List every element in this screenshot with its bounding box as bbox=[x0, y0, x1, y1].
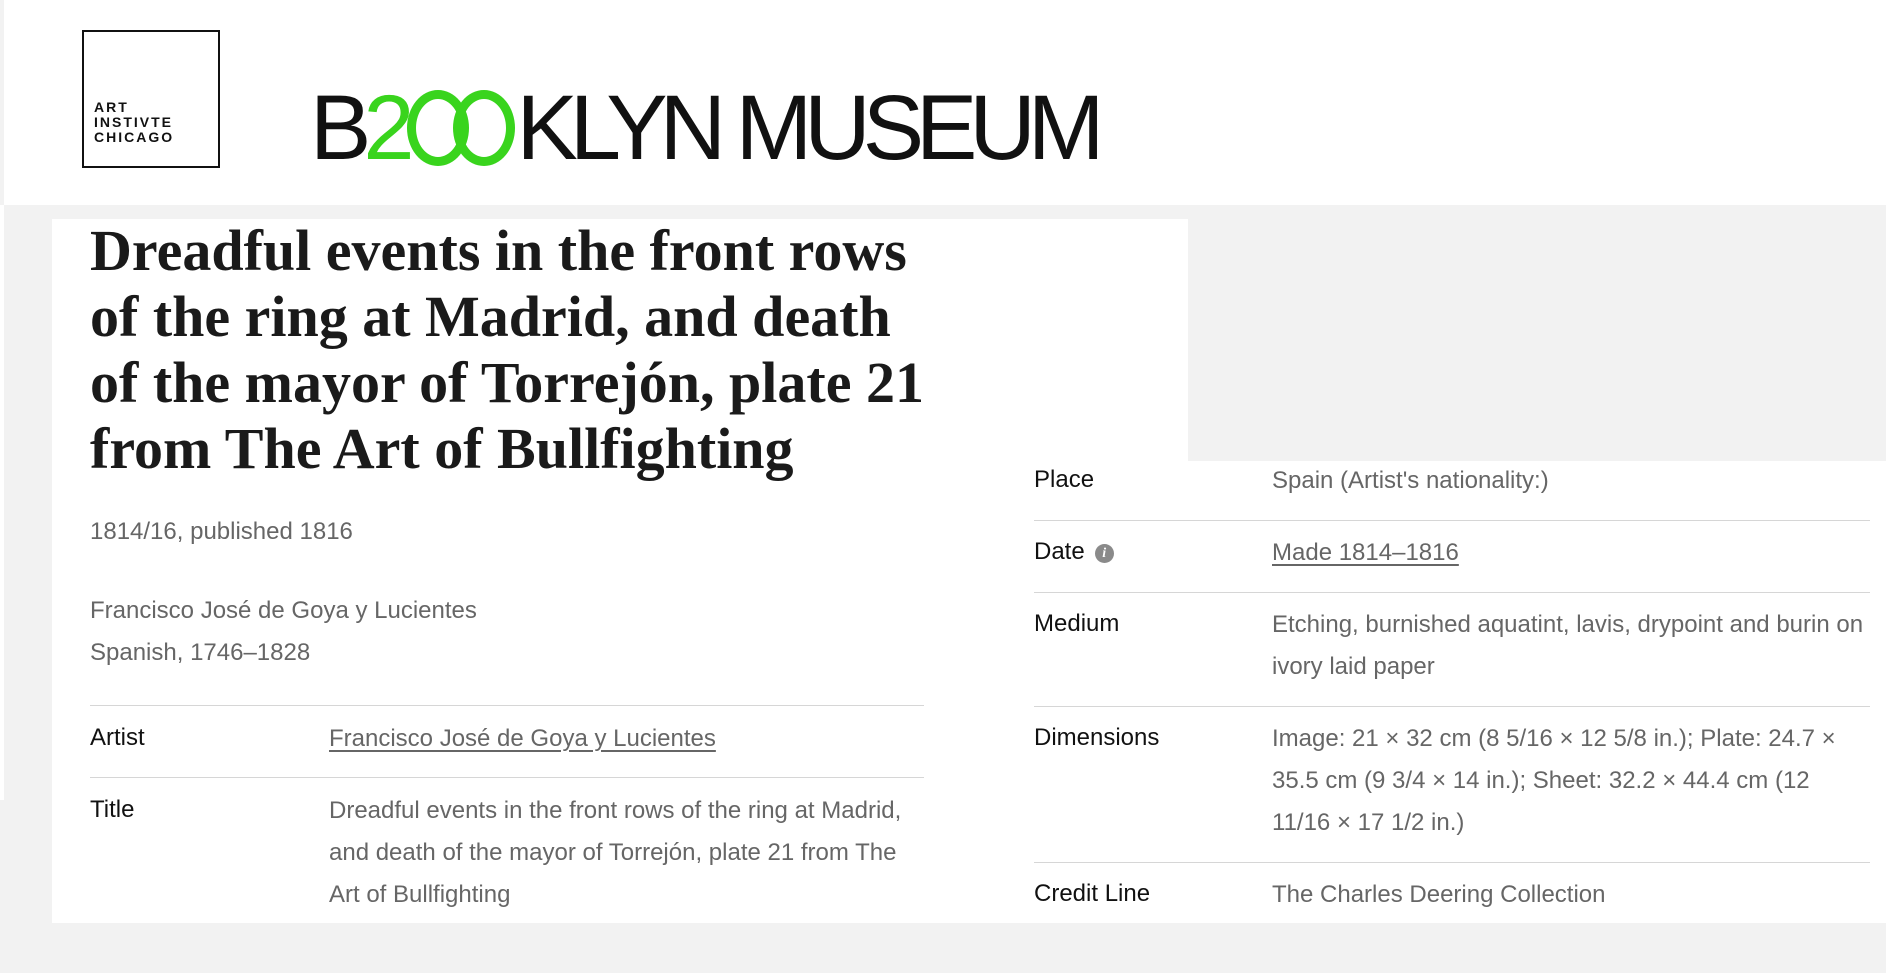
field-label-title: Title bbox=[90, 796, 135, 823]
date-link[interactable]: Made 1814–1816 bbox=[1272, 539, 1459, 566]
field-label-medium: Medium bbox=[1034, 610, 1120, 637]
field-value-artist bbox=[329, 718, 929, 760]
artwork-date-line: 1814/16, published 1816 bbox=[90, 518, 353, 545]
logo-number-two: 2 bbox=[363, 77, 407, 179]
logo-rings-icon bbox=[407, 90, 515, 168]
field-label-dimensions: Dimensions bbox=[1034, 724, 1160, 751]
divider bbox=[1034, 592, 1870, 593]
field-value-title: Dreadful events in the front rows of the ring at Madrid, and death of the mayor of Torrejón, plate 21 from The Art of Bullfighting bbox=[329, 797, 902, 908]
artist-link[interactable]: Francisco José de Goya y Lucientes bbox=[329, 725, 716, 752]
artist-nationality: Spanish, 1746–1828 bbox=[90, 639, 311, 666]
field-value-date bbox=[1272, 532, 1872, 574]
field-value-dimensions: Image: 21 × 32 cm (8 5/16 × 12 5/8 in.); Plate: 24.7 × 35.5 cm (9 3/4 × 14 in.); Sheet: 32.2 × 44.4 cm (12 11/16 × 17 1/2 in.) bbox=[1272, 725, 1836, 836]
field-value-credit-line: The Charles Deering Collection bbox=[1272, 881, 1606, 908]
divider bbox=[1034, 862, 1870, 863]
field-value-place: Spain (Artist's nationality:) bbox=[1272, 467, 1549, 494]
divider bbox=[1034, 520, 1870, 521]
field-label-artist: Artist bbox=[90, 724, 145, 751]
info-icon[interactable]: i bbox=[1095, 544, 1114, 563]
artwork-details-panel bbox=[1000, 461, 1886, 923]
artist-name: Francisco José de Goya y Lucientes bbox=[90, 597, 477, 624]
divider bbox=[1034, 706, 1870, 707]
logo-letters-rest: KLYN MUSEUM bbox=[516, 77, 1097, 179]
field-value-medium: Etching, burnished aquatint, lavis, drypoint and burin on ivory laid paper bbox=[1272, 611, 1864, 680]
art-institute-logo[interactable] bbox=[82, 30, 220, 168]
field-label-place: Place bbox=[1034, 466, 1095, 493]
brooklyn-museum-logo[interactable] bbox=[310, 77, 1097, 179]
logo-letter-b: B bbox=[310, 77, 364, 179]
aic-logo-text: ART INSTIVTE CHICAGO bbox=[94, 99, 175, 145]
artwork-title: Dreadful events in the front rows of the ring at Madrid, and death of the mayor of Torrejón, plate 21 from The Art of Bullfighting bbox=[90, 218, 924, 481]
field-label-date bbox=[1034, 538, 1114, 566]
divider bbox=[90, 777, 924, 778]
field-label-credit-line: Credit Line bbox=[1034, 880, 1151, 907]
date-label: Date bbox=[1034, 538, 1085, 565]
page-edge bbox=[0, 205, 4, 800]
divider bbox=[90, 705, 924, 706]
